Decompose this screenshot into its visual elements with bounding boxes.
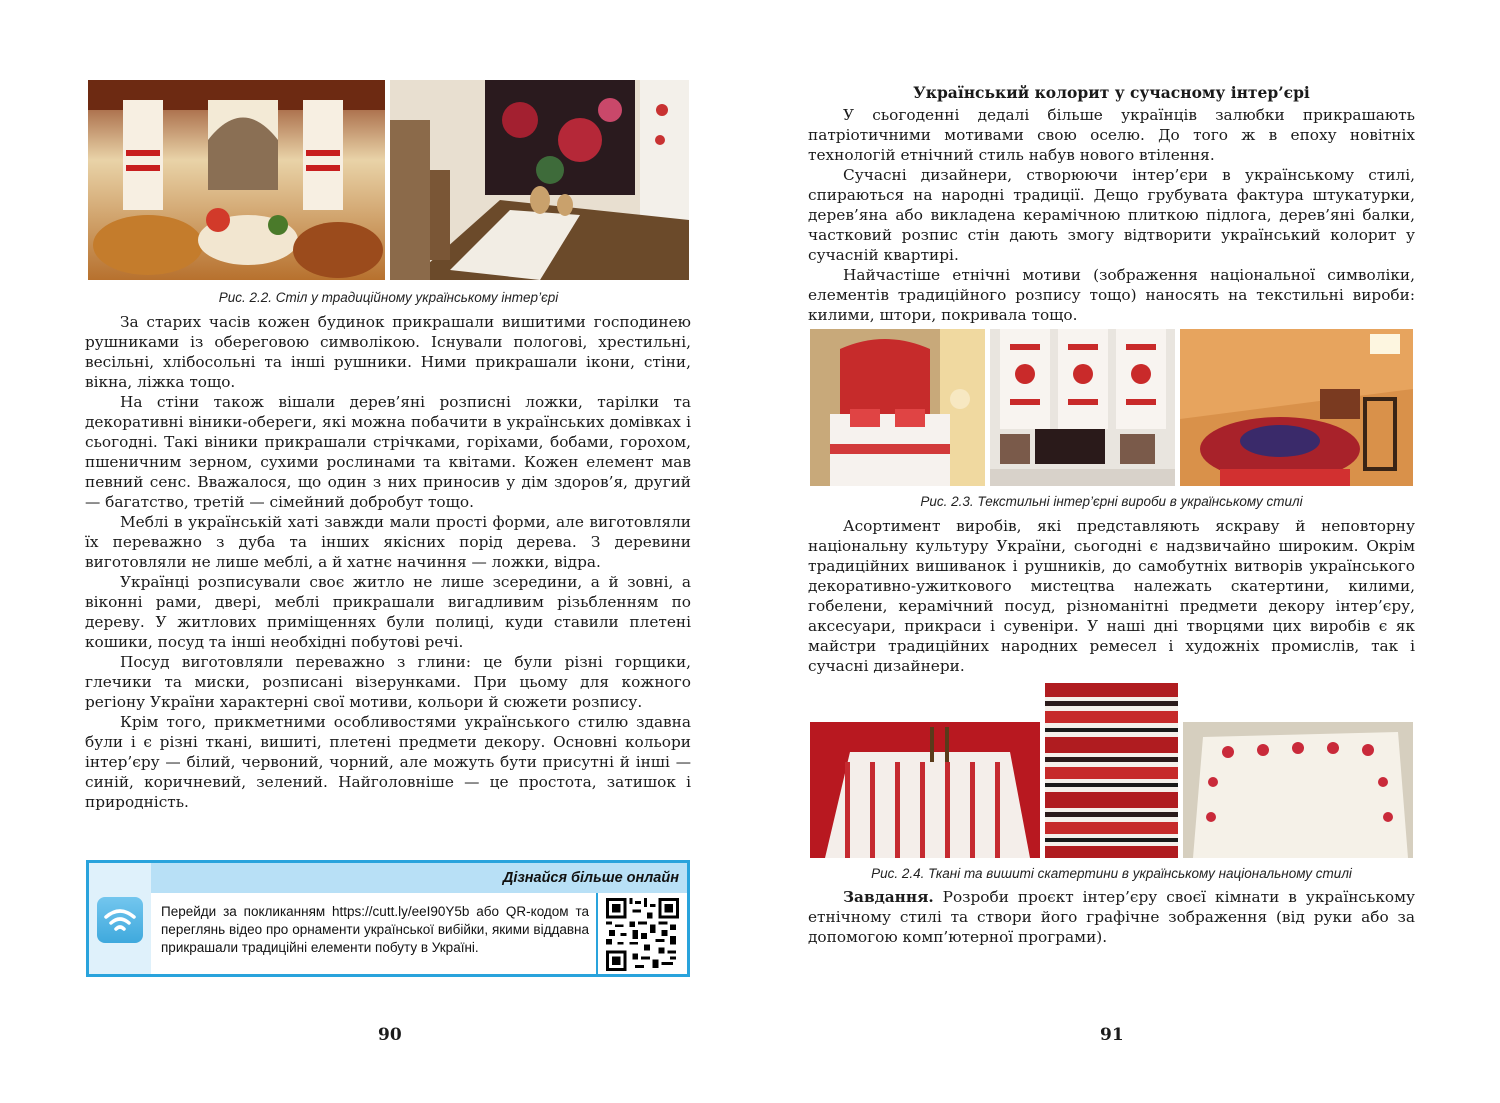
online-box-divider: [596, 893, 598, 974]
right-page: [750, 0, 1500, 1103]
task-paragraph: [808, 887, 1415, 947]
photo-festive-table: [88, 80, 385, 280]
task-text: [808, 887, 1415, 947]
paragraph: За старих часів кожен будинок прикрашали вишитими господинею рушниками із обереговою символікою. Існували пологові, хрестильні, весільні, хлібосольні та інші рушники. Ними прикрашали ікони, стіни, вікна, ліжка тощо.: [85, 313, 691, 391]
online-box-text: Перейди за покликанням https://cutt.ly/eeI90Y5b або QR-кодом та переглянь відео про орнаменти української вибійки, якими віддавна прикрашали традиційні елементи побуту в Україні.: [161, 904, 589, 955]
paragraph: На стіни також вішали дерев’яні розписні ложки, тарілки та декоративні віники-обереги, які можна побачити в українських домівках і сьогодні. Такі віники прикрашали стрічками, горіхами, бобами, горохом, пшеничним зерном, сухими рослинами та квітами. Кожен елемент мав певний сенс. Вважалося, що один з них приносив у дім здоров’я, другий — багатство, третій — сімейний добробут тощо.: [85, 393, 691, 511]
figure-caption: Рис. 2.4. Ткані та вишиті скатертини в українському національному стилі: [871, 866, 1352, 881]
paragraph: Крім того, прикметними особливостями українського стилю здавна були і є різні ткані, вишиті, плетені предмети декору. Основні кольори інтер’єру — білий, червоний, чорний, але можуть бути присутні й інші — синій, коричневий, зелений. Найголовніше — це простота, затишок і природність.: [85, 713, 691, 811]
paragraph: Меблі в українській хаті завжди мали прості форми, але виготовляли їх переважно з дуба та інших якісних порід дерева. З деревини виготовляли не лише меблі, а й хатнє начиння — ложки, відра.: [85, 513, 691, 571]
photo-striped-tablecloth: [810, 722, 1040, 858]
online-box-title: Дізнайся більше онлайн: [502, 870, 679, 886]
photo-attic-bedroom: [1180, 329, 1413, 486]
photo-bedroom-headboard: [810, 329, 985, 486]
section-heading: Український колорит у сучасному інтер’єрі: [913, 83, 1310, 102]
paragraph: Посуд виготовляли переважно з глини: це були різні горщики, глечики та миски, розписані візерунками. При цьому для кожного регіону України характерні свої мотиви, кольори й сюжети розпису.: [85, 653, 691, 711]
left-body-text: [85, 312, 691, 812]
wifi-icon: [97, 897, 143, 943]
figure-caption: Рис. 2.3. Текстильні інтер’єрні вироби в українському стилі: [920, 494, 1303, 509]
online-box-header: [151, 863, 687, 893]
task-body: Розроби проєкт інтер’єру своєї кімнати в українському етнічному стилі та створи його графічне зображення (від руки або за допомогою комп’ютерної програми).: [808, 888, 1415, 946]
photo-wooden-table-room: [390, 80, 689, 280]
paragraph: Найчастіше етнічні мотиви (зображення національної символіки, елементів традиційного розпису тощо) наносять на текстильні вироби: килими, штори, покривала тощо.: [808, 266, 1415, 324]
task-label: Завдання.: [843, 888, 934, 906]
photo-embroidered-blinds-room: [990, 329, 1175, 486]
figure-caption: Рис. 2.2. Стіл у традиційному українському інтер’єрі: [218, 290, 559, 305]
qr-code[interactable]: [605, 898, 680, 971]
photo-embroidered-white-tablecloth: [1183, 722, 1413, 858]
page-number: 90: [378, 1025, 402, 1045]
paragraph: У сьогоденні дедалі більше українців залюбки прикрашають патріотичними мотивами свою оселю. До того ж в епоху новітніх технологій етнічний стиль набув нового втілення.: [808, 106, 1415, 164]
paragraph: Асортимент виробів, які представляють яскраву й неповторну національну культуру України, сьогодні є надзвичайно широким. Окрім традиційних вишиванок і рушників, до самобутніх витворів українського декоративно-ужиткового мистецтва належать скатертини, килими, гобелени, керамічний посуд, різноманітні предмети декору інтер’єру, аксесуари, прикраси і сувеніри. У наші дні творцями цих виробів є як майстри традиційних народних ремесел і художніх промислів, так і сучасні дизайнери.: [808, 517, 1415, 675]
paragraph: Сучасні дизайнери, створюючи інтер’єри в українському стилі, спираються на народні традиції. Дещо грубувата фактура штукатурки, дерев’яна або викладена керамічною плиткою підлога, дерев’яні балки, частковий розпис стін дають змогу відтворити український колорит у сучасній квартирі.: [808, 166, 1415, 264]
photo-woven-runner: [1045, 683, 1178, 858]
right-body-text-mid: [808, 516, 1415, 676]
paragraph: Українці розписували своє житло не лише зсередини, а й зовні, а віконні рами, двері, меблі прикрашали вигадливим різьбленням по дереву. У житлових приміщеннях були полиці, куди ставили плетені кошики, посуд та інші необхідні побутові речі.: [85, 573, 691, 651]
page-number: 91: [1100, 1025, 1124, 1045]
right-body-text-top: [808, 105, 1415, 325]
learn-more-online-box: [86, 860, 690, 977]
